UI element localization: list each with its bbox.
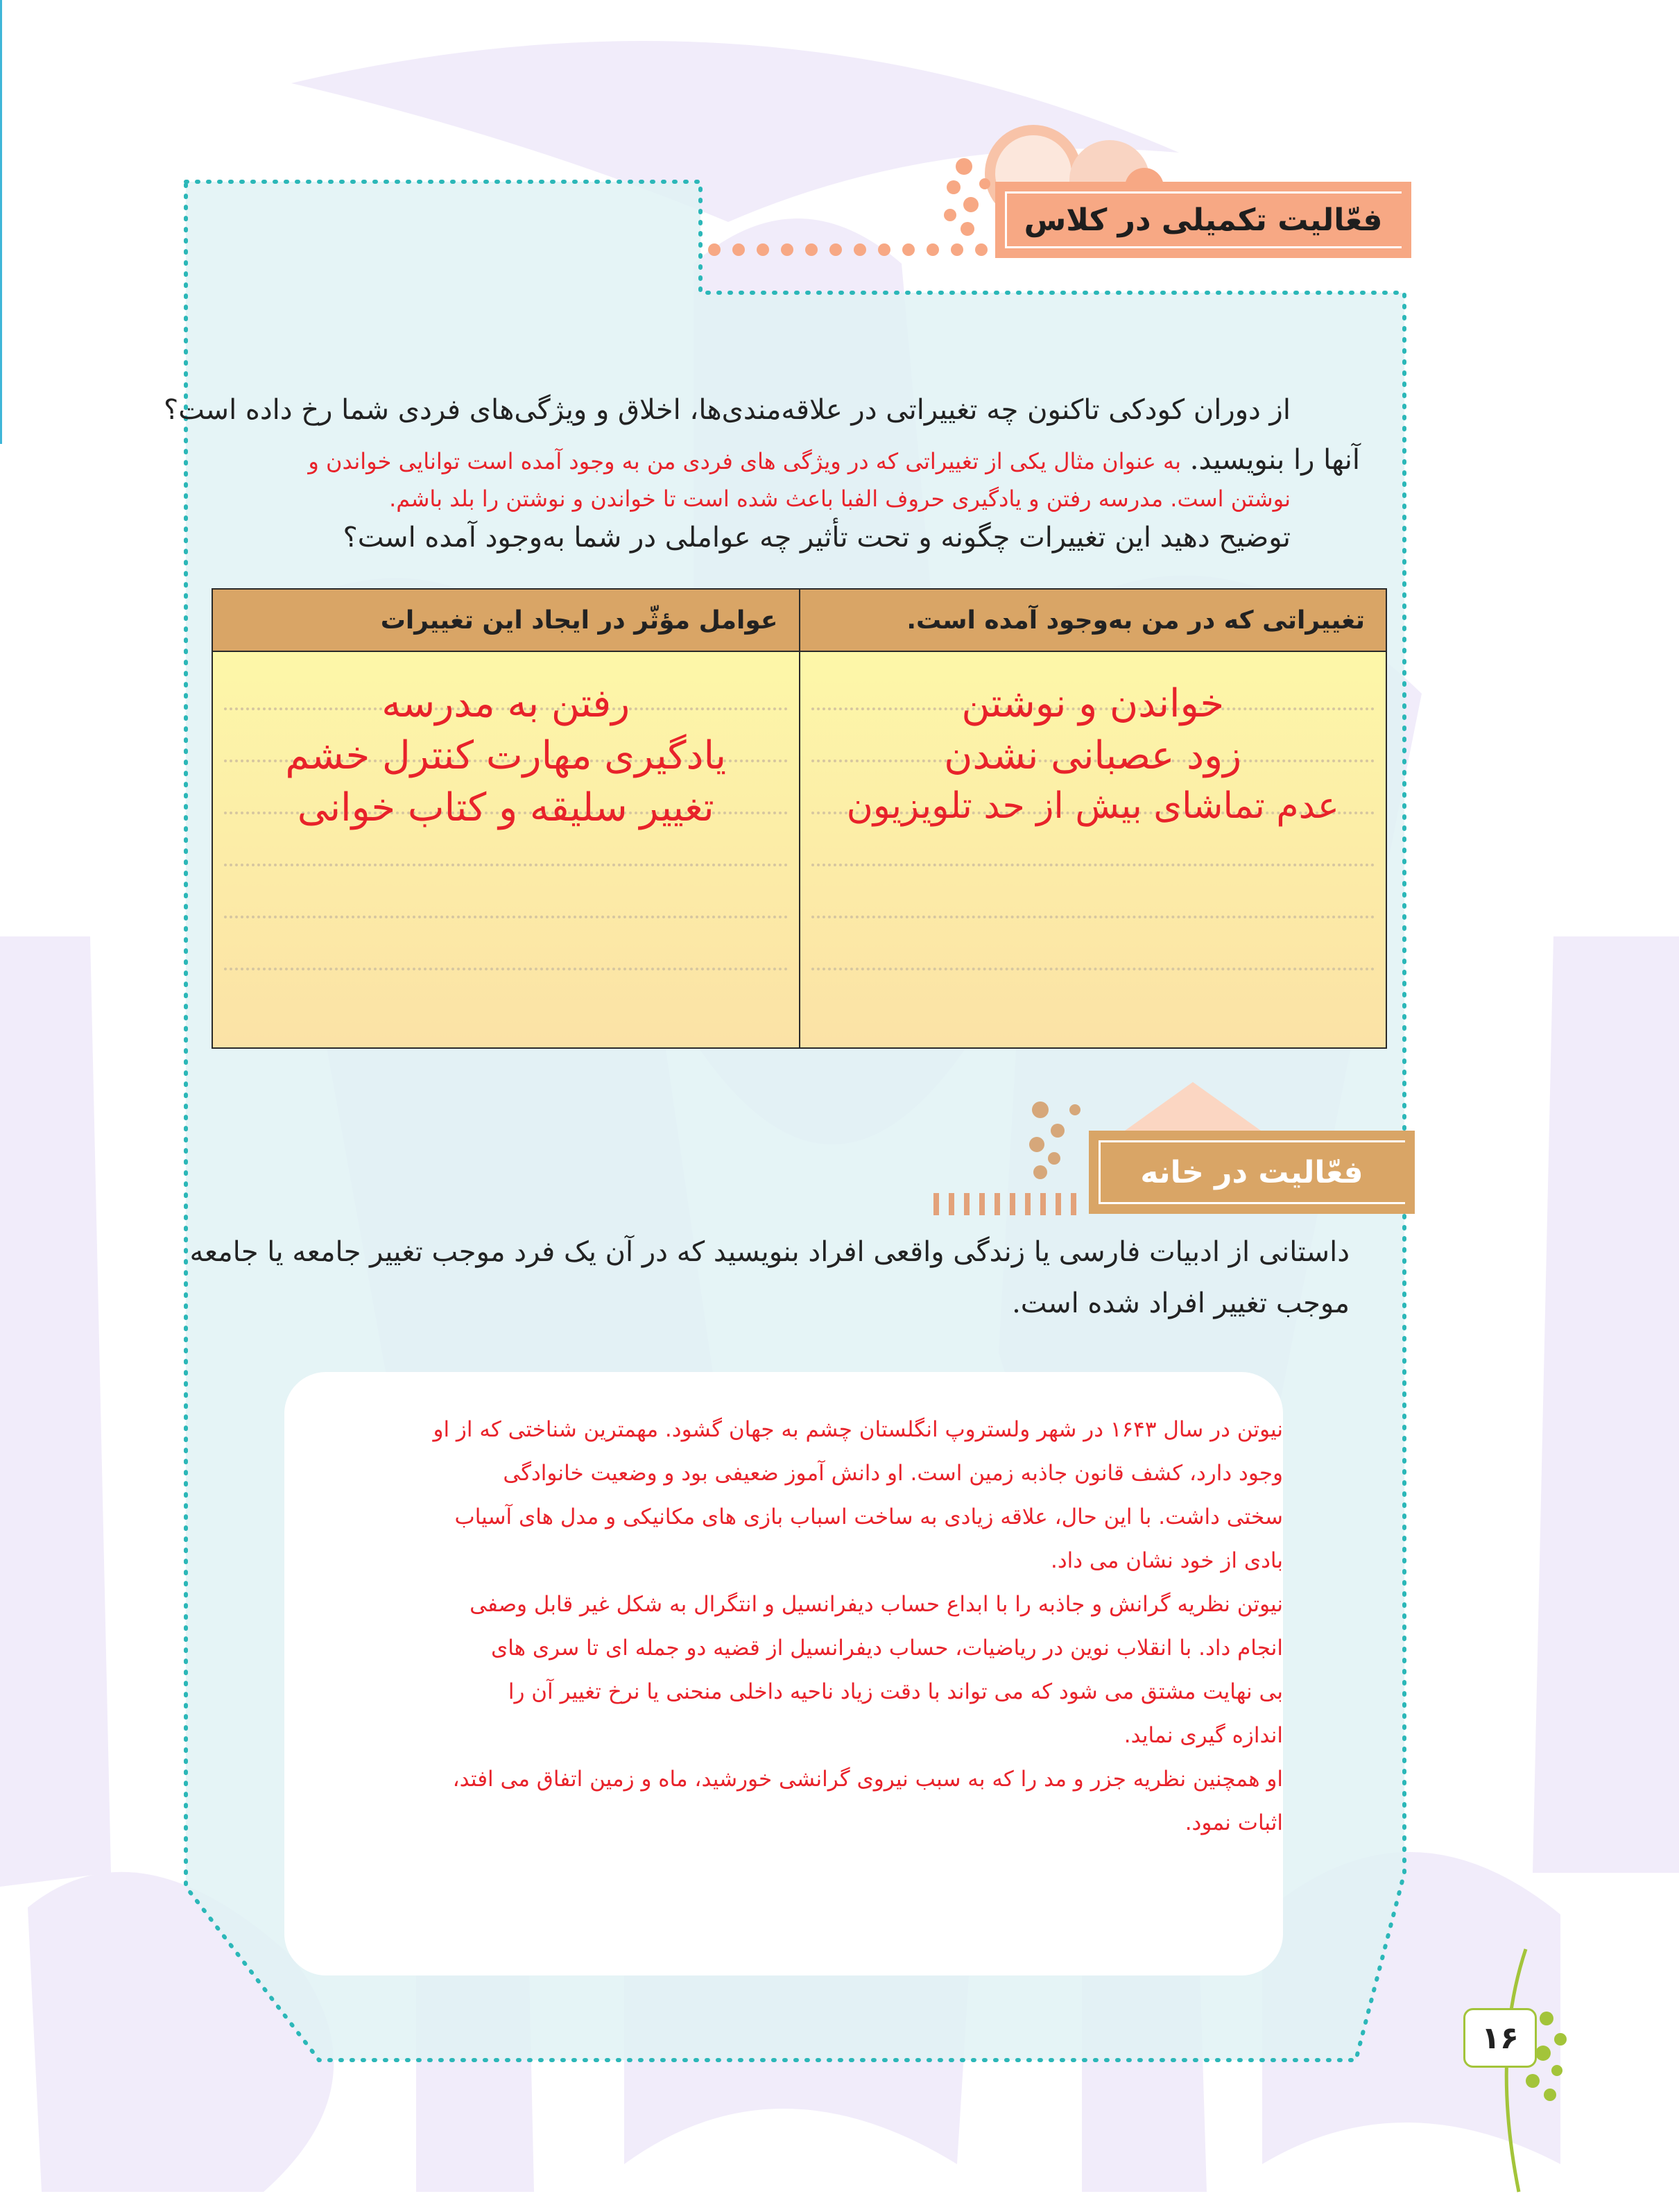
change-answer-3: عدم تماشای بیش از حد تلویزیون: [846, 785, 1339, 827]
table-header-row: [212, 589, 1386, 651]
factor-answer-2: یادگیری مهارت کنترل خشم: [285, 733, 727, 778]
factor-answer-3: تغییر سلیقه و کتاب خوانی: [297, 785, 714, 830]
question-line-2-start: آنها را بنویسید.: [1189, 444, 1360, 476]
essay-answer-box[interactable]: [284, 1372, 1283, 1975]
home-prompt-line-2: موجب تغییر افراد شده است.: [1012, 1287, 1350, 1319]
essay-line: بادی از خود نشان می داد.: [1051, 1548, 1283, 1573]
essay-line: نیوتن در سال ۱۶۴۳ در شهر ولستروپ انگلستان چشم به جهان گشود. مهمترین شناختی که از او: [433, 1417, 1283, 1442]
essay-line: او همچنین نظریه جزر و مد را که به سبب نیروی گرانشی خورشید، ماه و زمین اتفاق می افتد،: [452, 1767, 1283, 1792]
question-line-1: از دوران کودکی تاکنون چه تغییراتی در علاقه‌مندی‌ها، اخلاق و ویژگی‌های فردی شما رخ داده است؟: [164, 394, 1291, 426]
page-number-decoration: [1506, 1949, 1567, 2192]
factors-cell[interactable]: [212, 651, 800, 1048]
col-changes-header: تغییراتی که در من به‌وجود آمده است.: [800, 589, 1387, 651]
home-activity-title: فعّالیت در خانه: [1140, 1154, 1363, 1190]
home-activity-title-tab: [1089, 1131, 1415, 1214]
class-activity-title-tab: [995, 182, 1411, 258]
changes-table: [212, 588, 1387, 1049]
essay-line: اندازه گیری نماید.: [1123, 1723, 1283, 1748]
essay-line: اثبات نمود.: [1185, 1810, 1283, 1835]
question-line-2: [181, 444, 1360, 476]
essay-line: بی نهایت مشتق می شود که می تواند با دقت زیاد ناحیه داخلی منحنی یا نرخ تغییر آن را: [508, 1679, 1283, 1704]
answer-line-1: به عنوان مثال یکی از تغییراتی که در ویژگی های فردی من به وجود آمده است توانایی خواندن و: [308, 448, 1182, 474]
essay-line: نیوتن نظریه گرانش و جاذبه را با ابداع حساب دیفرانسیل و انتگرال به شکل غیر قابل وصفی: [470, 1592, 1283, 1617]
change-answer-2: زود عصبانی نشدن: [944, 733, 1242, 778]
table-body-row: [212, 651, 1386, 1048]
essay-line: سختی داشت. با این حال، علاقه زیادی به ساخت اسباب بازی های مکانیکی و مدل های آسیاب: [454, 1504, 1283, 1529]
essay-line: وجود دارد، کشف قانون جاذبه زمین است. او دانش آموز ضعیفی بود و وضعیت خانوادگی: [503, 1461, 1283, 1486]
factor-answer-1: رفتن به مدرسه: [381, 681, 630, 726]
changes-cell[interactable]: [800, 651, 1387, 1048]
class-activity-title: فعّالیت تکمیلی در کلاس: [1024, 202, 1383, 238]
question-line-3: توضیح دهید این تغییرات چگونه و تحت تأثیر چه عواملی در شما به‌وجود آمده است؟: [343, 522, 1291, 554]
col-factors-header: عوامل مؤثّر در ایجاد این تغییرات: [212, 589, 800, 651]
page-number: ۱۶: [1463, 2008, 1537, 2068]
essay-line: انجام داد. با انقلاب نوین در ریاضیات، حساب دیفرانسیل از قضیه دو جمله ای تا سری های: [490, 1636, 1283, 1661]
change-answer-1: خواندن و نوشتن: [961, 681, 1225, 726]
home-prompt-line-1: داستانی از ادبیات فارسی یا زندگی واقعی افراد بنویسید که در آن یک فرد موجب تغییر جامعه یا جامعه: [189, 1236, 1350, 1268]
answer-line-2: نوشتن است. مدرسه رفتن و یادگیری حروف الفبا باعث شده است تا خواندن و نوشتن را بلد باشم.: [389, 486, 1291, 512]
essay-answer-text: [312, 1408, 1283, 1845]
left-edge-line: [0, 0, 2, 444]
